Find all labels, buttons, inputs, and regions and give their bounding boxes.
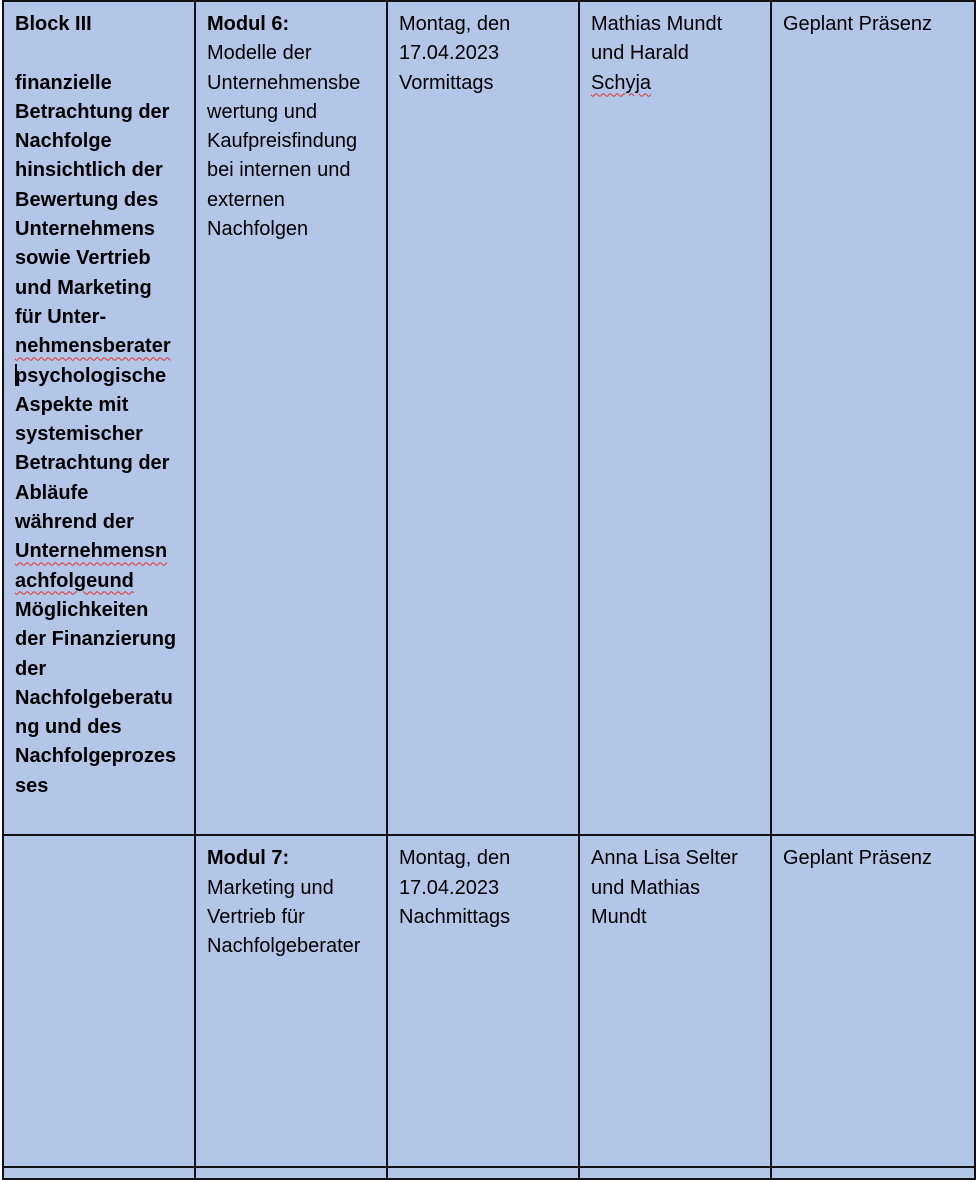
table-cell-empty[interactable] bbox=[387, 1167, 579, 1179]
block-line: während der bbox=[15, 511, 134, 534]
speaker-line: und Harald bbox=[591, 42, 689, 65]
date-cell[interactable] bbox=[387, 835, 579, 1167]
block-line: Bewertung des bbox=[15, 188, 159, 211]
date-line: Montag, den bbox=[399, 847, 511, 870]
module-line: Nachfolgeberater bbox=[207, 935, 361, 958]
module-title: Modul 7: bbox=[207, 847, 290, 870]
block-line: Möglichkeiten bbox=[15, 598, 149, 621]
spellcheck-word: Unternehmensn bbox=[15, 540, 168, 563]
module-line: Vertrieb für bbox=[207, 905, 305, 928]
block-line: für Unter- bbox=[15, 305, 107, 328]
block-line: Nachfolge bbox=[15, 130, 112, 153]
block-line: sowie Vertrieb bbox=[15, 247, 151, 270]
block-line: Aspekte mit bbox=[15, 393, 129, 416]
table-cell-empty[interactable] bbox=[3, 1167, 195, 1179]
module-line: wertung und bbox=[207, 100, 318, 123]
format-text: Geplant Präsenz bbox=[783, 847, 932, 870]
block-line: finanzielle bbox=[15, 71, 112, 94]
block-line-with-cursor bbox=[15, 362, 184, 391]
module-line: externen bbox=[207, 188, 285, 211]
table-row bbox=[3, 835, 975, 1167]
block-cell[interactable] bbox=[3, 1, 195, 835]
block-line: Unternehmens bbox=[15, 218, 156, 241]
spellcheck-word: Schyja bbox=[591, 71, 652, 94]
block-line: der bbox=[15, 657, 47, 680]
spellcheck-word: achfolgeund bbox=[15, 569, 134, 592]
blank-line bbox=[15, 39, 184, 68]
date-line: Vormittags bbox=[399, 71, 494, 94]
date-cell[interactable] bbox=[387, 1, 579, 835]
spellcheck-word: nehmensberater bbox=[15, 335, 171, 358]
module-line: bei internen und bbox=[207, 159, 351, 182]
block-cell-empty[interactable] bbox=[3, 835, 195, 1167]
speaker-line: und Mathias bbox=[591, 876, 700, 899]
date-line: Montag, den bbox=[399, 13, 511, 35]
block-line-misspelled bbox=[15, 537, 184, 566]
module-line: Kaufpreisfindung bbox=[207, 130, 358, 153]
block-line: Nachfolgeberatu bbox=[15, 686, 173, 709]
speaker-line: Mundt bbox=[591, 905, 647, 928]
block-line-misspelled bbox=[15, 332, 184, 361]
block-line-misspelled bbox=[15, 567, 184, 596]
block-line: Abläufe bbox=[15, 481, 89, 504]
module-cell[interactable] bbox=[195, 1, 387, 835]
block-line: systemischer bbox=[15, 423, 143, 446]
module-line: Marketing und bbox=[207, 876, 334, 899]
block-line: Betrachtung der bbox=[15, 100, 170, 123]
schedule-table bbox=[2, 0, 976, 1180]
table-row bbox=[3, 1, 975, 835]
speaker-line: Mathias Mundt bbox=[591, 13, 723, 35]
block-line-text: psychologische bbox=[15, 364, 167, 387]
format-cell[interactable] bbox=[771, 835, 975, 1167]
speakers-cell[interactable] bbox=[579, 835, 771, 1167]
date-line: Nachmittags bbox=[399, 905, 511, 928]
block-line: und Marketing bbox=[15, 276, 152, 299]
table-cell-empty[interactable] bbox=[579, 1167, 771, 1179]
date-line: 17.04.2023 bbox=[399, 42, 500, 65]
date-line: 17.04.2023 bbox=[399, 876, 500, 899]
block-line: hinsichtlich der bbox=[15, 159, 163, 182]
module-line: Nachfolgen bbox=[207, 218, 309, 241]
format-text: Geplant Präsenz bbox=[783, 13, 932, 35]
table-row-partial bbox=[3, 1167, 975, 1179]
module-cell[interactable] bbox=[195, 835, 387, 1167]
format-cell[interactable] bbox=[771, 1, 975, 835]
module-line: Unternehmensbe bbox=[207, 71, 361, 94]
speakers-cell[interactable] bbox=[579, 1, 771, 835]
module-line: Modelle der bbox=[207, 42, 312, 65]
block-line: Nachfolgeprozes bbox=[15, 745, 177, 768]
block-title: Block III bbox=[15, 13, 92, 35]
block-line: der Finanzierung bbox=[15, 628, 177, 651]
table-cell-empty[interactable] bbox=[195, 1167, 387, 1179]
table-cell-empty[interactable] bbox=[771, 1167, 975, 1179]
module-title: Modul 6: bbox=[207, 13, 290, 35]
block-line: ng und des bbox=[15, 716, 122, 739]
block-line: Betrachtung der bbox=[15, 452, 170, 475]
speaker-line-misspelled bbox=[591, 69, 760, 98]
speaker-line: Anna Lisa Selter bbox=[591, 847, 738, 870]
block-line: ses bbox=[15, 774, 49, 797]
